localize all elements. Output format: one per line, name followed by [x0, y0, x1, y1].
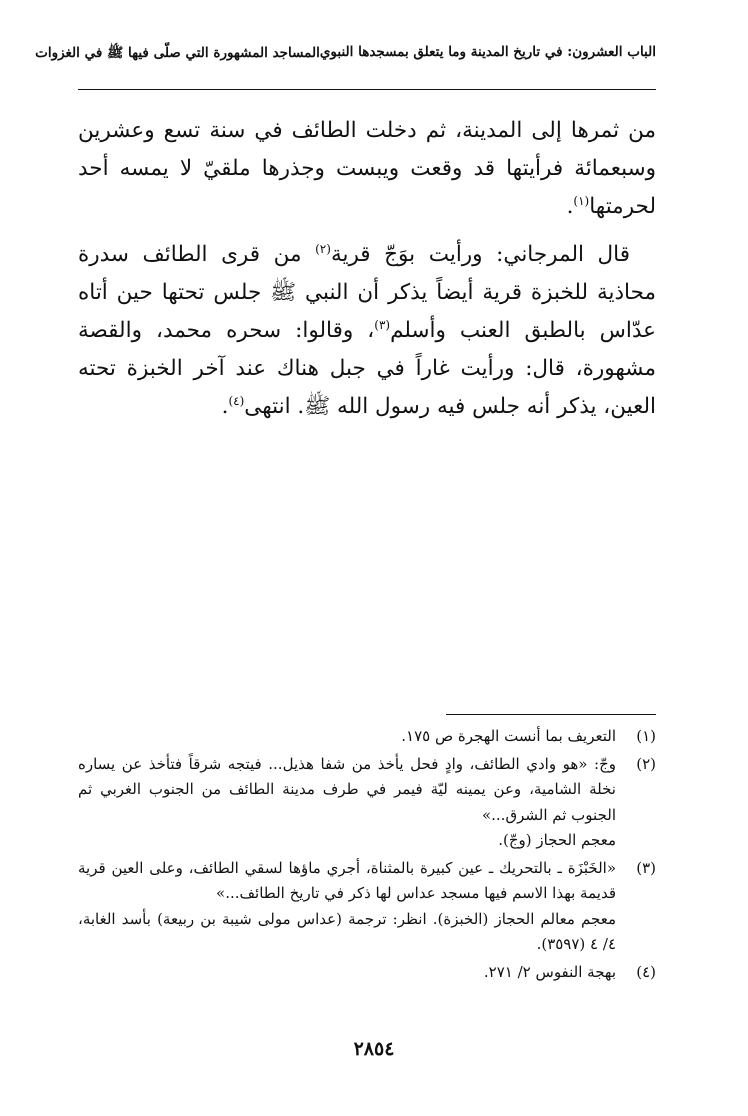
footnotes: [78, 724, 656, 987]
footnote-ref-4: (٤): [228, 393, 245, 408]
footnote-body: [78, 724, 616, 750]
header-left-title: الباب العشرون: في تاريخ المدينة وما يتعلق بمسجدها النبوي: [319, 44, 656, 60]
footnote-line: معجم الحجاز (وجّ).: [498, 831, 616, 849]
footnote-ref-1: (١): [573, 193, 590, 208]
footnote-ref-2: (٢): [315, 241, 331, 256]
footnote-1: [78, 724, 656, 750]
footnote-number: (٢): [636, 754, 656, 773]
footnote-3: [78, 856, 656, 958]
footnote-number: (٣): [636, 858, 656, 877]
paragraph-1-end: .: [566, 194, 574, 219]
footnote-body: [78, 856, 616, 958]
footnote-line: وجّ: «هو وادي الطائف، وادٍ فحل يأخذ من شفا هذيل... فيتجه شرقاً فتأخذ عن يساره نخلة الشامية، وعن يمينه ليّة فيمر في طرف مدينة الطائف من الجنوب الغربي ثم الجنوب ثم الشرق...»: [78, 754, 616, 824]
paragraph-2-end: .: [221, 394, 229, 419]
footnote-line: بهجة النفوس ٢/ ٢٧١.: [483, 962, 616, 981]
footnote-line: التعريف بما أنست الهجرة ص ١٧٥.: [401, 727, 616, 745]
footnote-line: «الخَبْزَة ـ بالتحريك ـ عين كبيرة بالمثناة، أجري ماؤها لسقي الطائف، وعلى العين قرية قديمة بهذا الاسم فيها مسجد عداس لها ذكر في تاريخ الطائف...»: [78, 858, 616, 902]
paragraph-2-text-c: ، وقالوا: سحره محمد، والقصة مشهورة، قال: ورأيت غاراً في جبل هناك عند آخر الخبزة تحته العين، يذكر أنه جلس فيه رسول الله ﷺ. انتهى: [78, 318, 656, 419]
paragraph-1: [78, 112, 656, 226]
header-right-title: المساجد المشهورة التي صلّى فيها ﷺ في الغزوات: [35, 45, 320, 61]
main-text: [78, 112, 656, 426]
running-header: [35, 44, 656, 64]
paragraph-2-text-b: من قرى الطائف سدرة محاذية للخبزة قرية أيضاً يذكر أن النبي ﷺ جلس تحتها حين أتاه عدّاس بالطبق العنب وأسلم: [78, 242, 656, 343]
page-number: ٢٨٥٤: [353, 1038, 395, 1060]
paragraph-2-text-a: قال المرجاني: ورأيت بوَجّ قرية: [330, 242, 630, 267]
footnote-number: (١): [636, 727, 656, 745]
footnote-number: (٤): [636, 962, 656, 981]
footnote-4: [78, 960, 656, 986]
footnote-body: [78, 960, 616, 986]
footnote-rule: [446, 714, 656, 715]
footnote-ref-3: (٣): [374, 317, 391, 332]
footnote-2: [78, 752, 656, 854]
paragraph-2: [78, 236, 656, 426]
paragraph-1-text: من ثمرها إلى المدينة، ثم دخلت الطائف في سنة تسع وعشرين وسبعمائة فرأيتها قد وقعت ويبست وجذرها ملقيّ لا يمسه أحد لحرمتها: [78, 118, 656, 219]
footnote-body: [78, 752, 616, 854]
header-rule: [78, 89, 656, 90]
footnote-line: معجم معالم الحجاز (الخبزة). انظر: ترجمة (عداس مولى شيبة بن ربيعة) بأسد الغابة، ٤/ ٤ (٣٥٩٧).: [78, 909, 616, 953]
